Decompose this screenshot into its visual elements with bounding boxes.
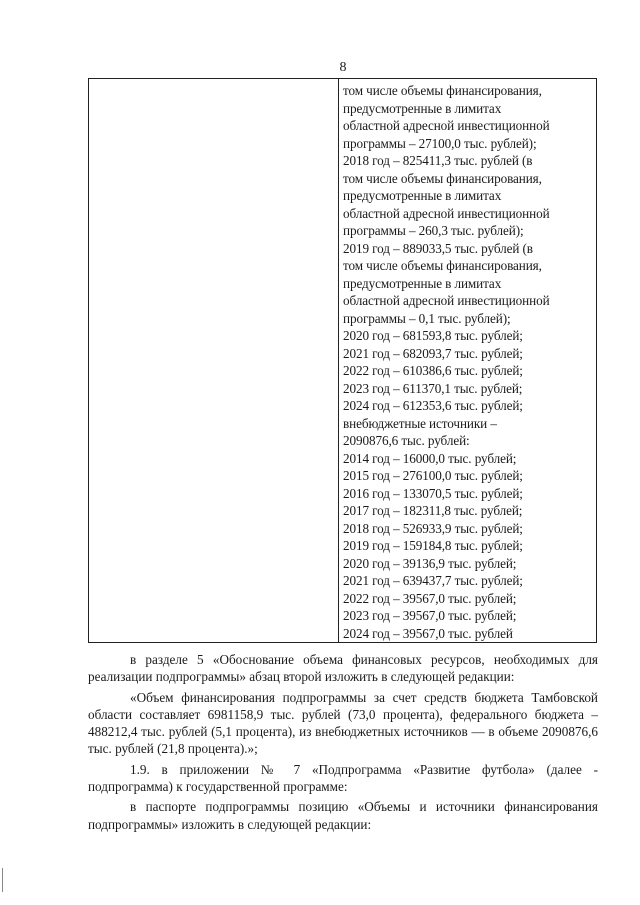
table-line: 2021 год – 682093,7 тыс. рублей;	[343, 345, 523, 361]
table-line: 2017 год – 182311,8 тыс. рублей;	[343, 503, 523, 518]
table-line: 2020 год – 39136,9 тыс. рублей;	[343, 555, 517, 571]
table-line: 2022 год – 39567,0 тыс. рублей;	[343, 590, 517, 606]
table-line: 2018 год – 526933,9 тыс. рублей;	[343, 520, 523, 536]
table-right-cell	[343, 82, 593, 642]
table-line: 2018 год – 825411,3 тыс. рублей (в	[343, 153, 533, 168]
table-line: 2019 год – 159184,8 тыс. рублей;	[343, 538, 523, 553]
table-line: внебюджетные источники –	[343, 415, 497, 431]
table-line: том числе объемы финансирования,	[343, 258, 542, 273]
table-line: 2020 год – 681593,8 тыс. рублей;	[343, 328, 523, 343]
table-line: 2024 год – 612353,6 тыс. рублей;	[343, 398, 523, 413]
paragraph-passport: в паспорте подпрограммы позицию «Объемы и источники финансирования подпрограммы» изложить в следующей редакции:	[88, 799, 598, 832]
table-line: предусмотренные в лимитах	[343, 275, 502, 291]
table-line: областной адресной инвестиционной	[343, 118, 550, 133]
table-line: предусмотренные в лимитах	[343, 100, 502, 116]
table-line: программы – 27100,0 тыс. рублей);	[343, 135, 537, 151]
column-divider	[338, 79, 339, 642]
table-line: том числе объемы финансирования,	[343, 170, 542, 186]
table-line: 2090876,6 тыс. рублей:	[343, 433, 470, 448]
paragraph-appendix7: 1.9. в приложении № 7 «Подпрограмма «Развитие футбола» (далее - подпрограмма) к государственной программе:	[88, 761, 598, 795]
table-line: 2023 год – 39567,0 тыс. рублей;	[343, 608, 517, 623]
body-text	[88, 651, 598, 833]
table-line: 2021 год – 639437,7 тыс. рублей;	[343, 573, 523, 588]
financing-table	[88, 78, 597, 643]
table-line: 2019 год – 889033,5 тыс. рублей (в	[343, 240, 533, 256]
table-line: программы – 260,3 тыс. рублей);	[343, 223, 524, 238]
table-line: предусмотренные в лимитах	[343, 188, 502, 203]
table-line: 2023 год – 611370,1 тыс. рублей;	[343, 380, 523, 396]
paragraph-financing-volume: «Объем финансирования подпрограммы за счет средств бюджета Тамбовской области составляет 6981158,9 тыс. рублей (73,0 процента), федерального бюджета – 488212,4 тыс. рублей (5,1 процента), из внебюджетных источников — в объеме 2090876,6 тыс. рублей (21,8 процента).»;	[88, 689, 598, 757]
table-line: областной адресной инвестиционной	[343, 205, 550, 221]
table-line: 2014 год – 16000,0 тыс. рублей;	[343, 450, 517, 466]
page-number: 8	[339, 60, 347, 75]
table-line: 2024 год – 39567,0 тыс. рублей	[343, 625, 513, 641]
table-line: 2015 год – 276100,0 тыс. рублей;	[343, 468, 523, 483]
margin-mark	[2, 868, 7, 892]
table-line: 2022 год – 610386,6 тыс. рублей;	[343, 363, 523, 378]
table-line: областной адресной инвестиционной	[343, 293, 550, 308]
table-line: программы – 0,1 тыс. рублей);	[343, 310, 511, 326]
table-line: том числе объемы финансирования,	[343, 83, 542, 98]
paragraph-section5: в разделе 5 «Обоснование объема финансовых ресурсов, необходимых для реализации подпрограммы» абзац второй изложить в следующей редакции:	[88, 652, 598, 685]
table-line: 2016 год – 133070,5 тыс. рублей;	[343, 485, 523, 501]
